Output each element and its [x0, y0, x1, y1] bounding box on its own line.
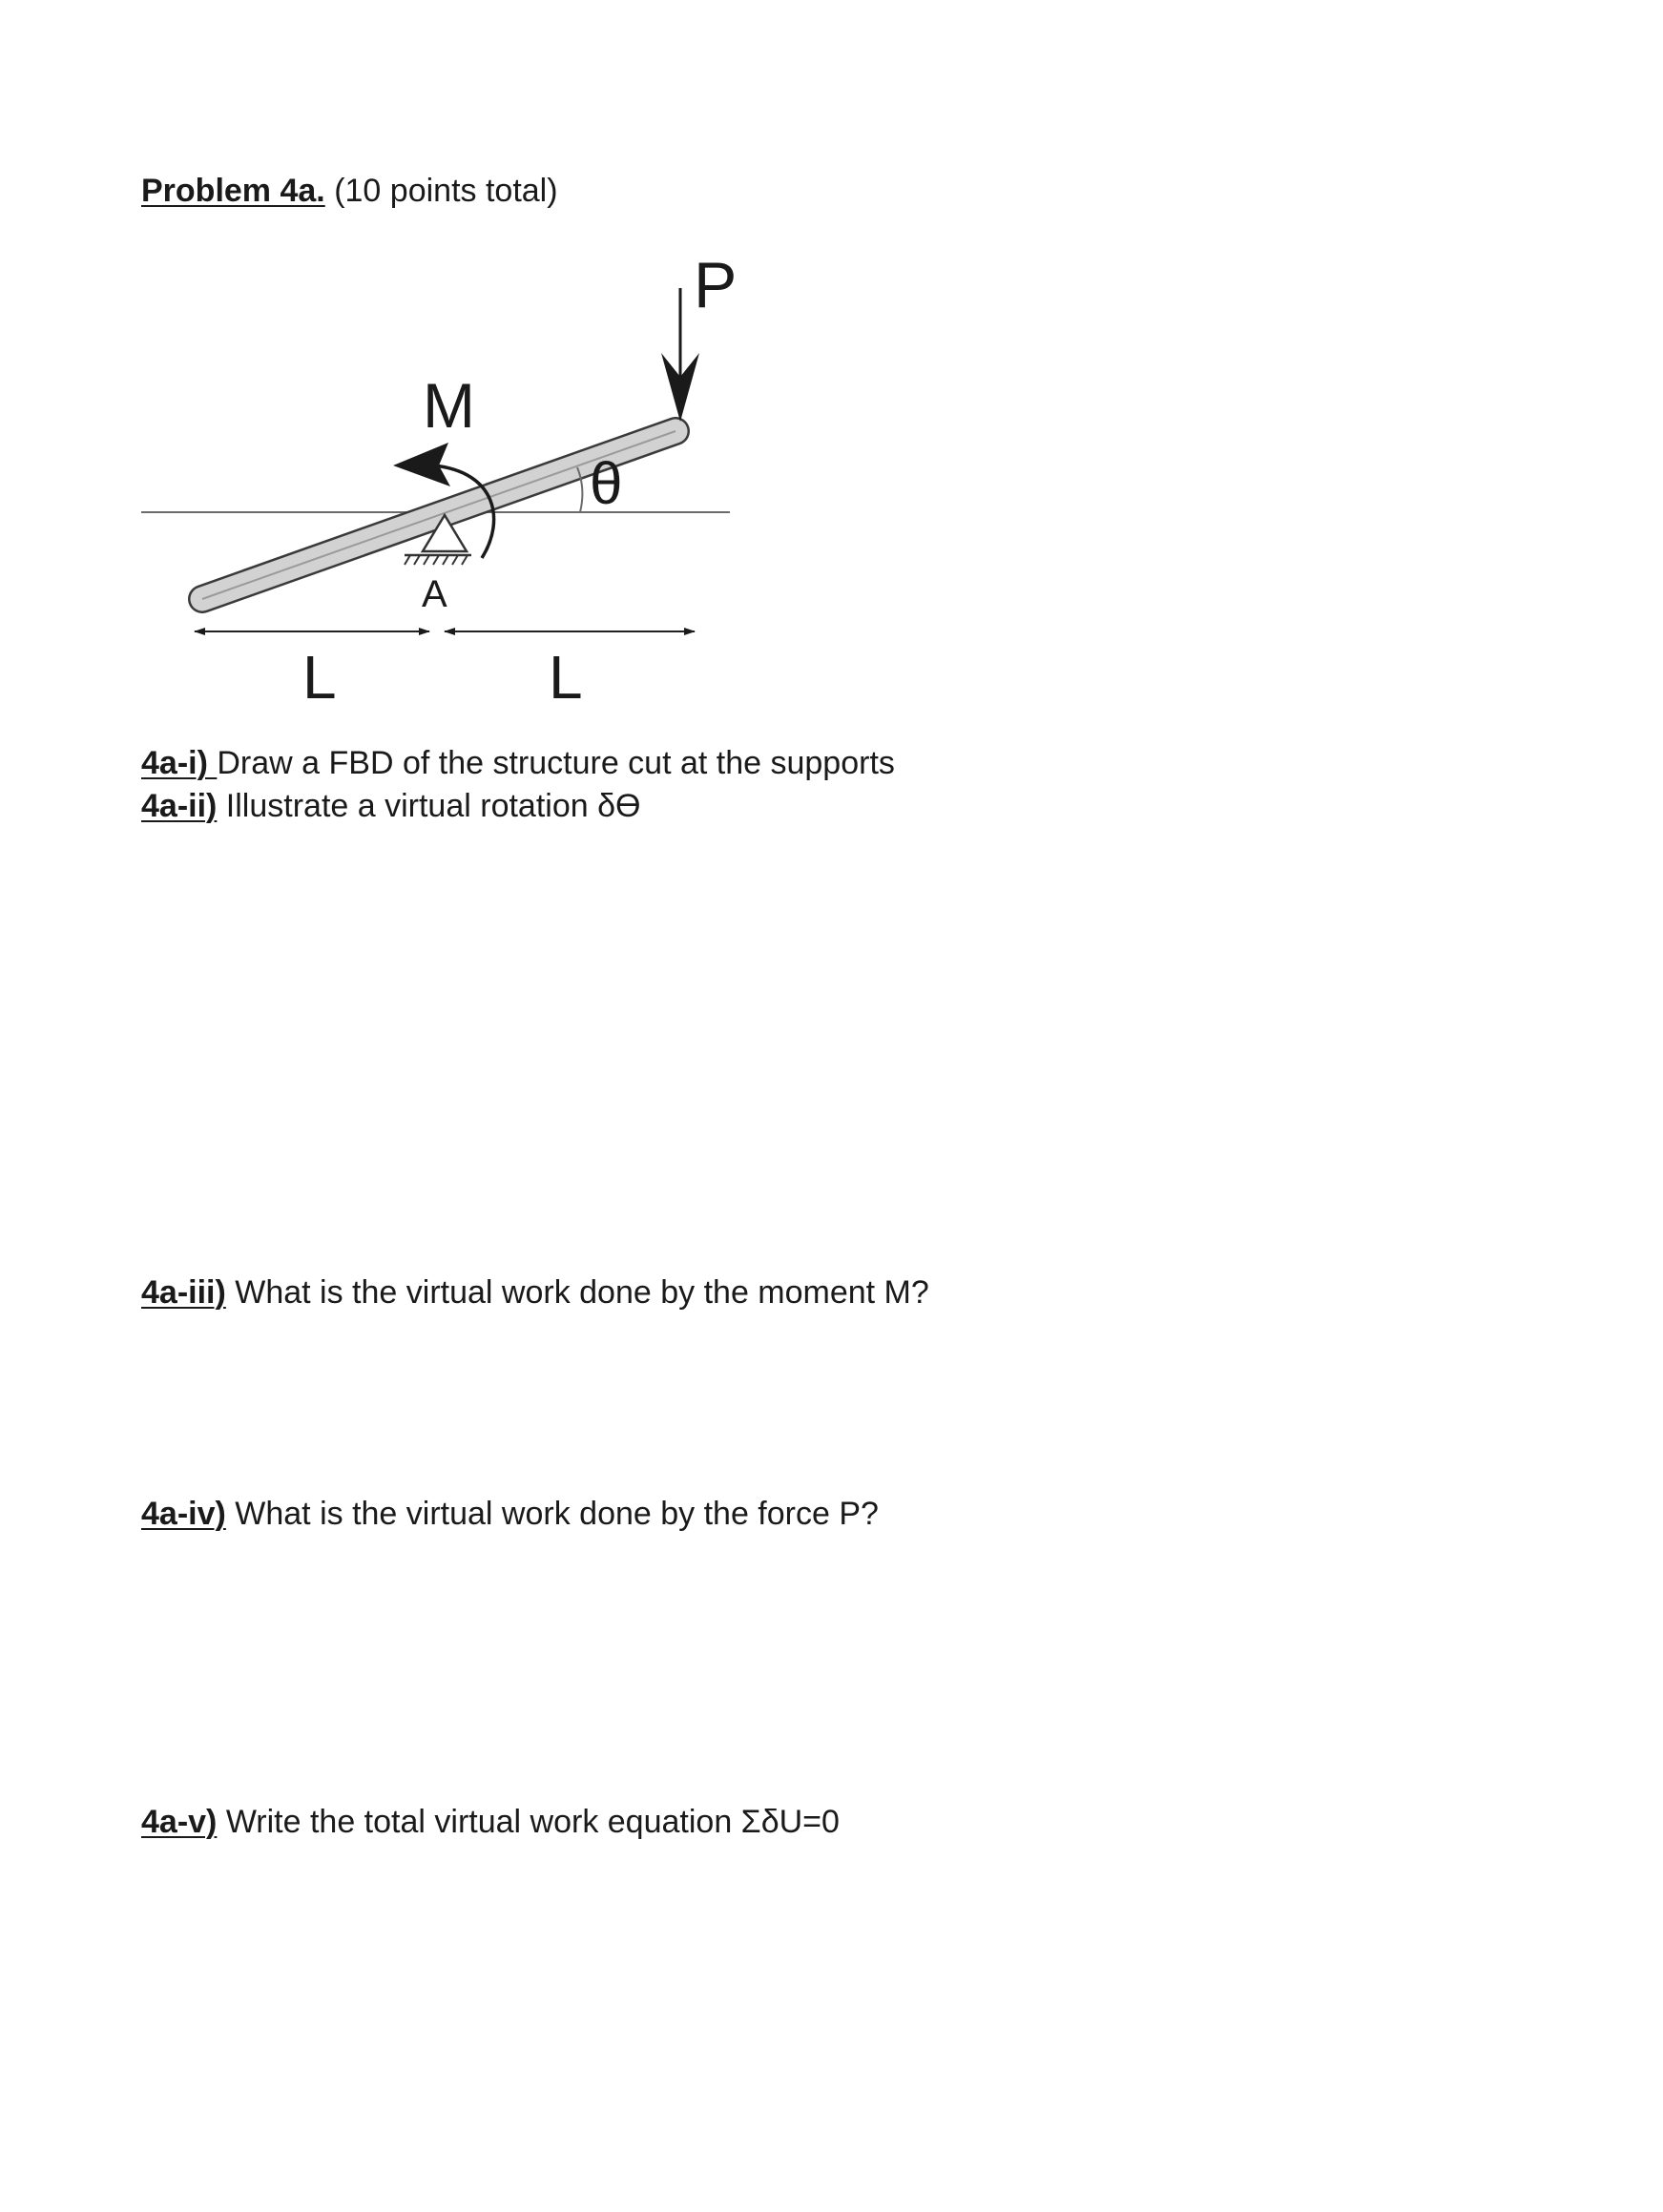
support-label: A	[422, 573, 447, 615]
question-text: What is the virtual work done by the force P?	[225, 1496, 879, 1532]
question-text: Draw a FBD of the structure cut at the supports	[217, 745, 895, 781]
force-label: P	[694, 249, 738, 321]
question-text: Write the total virtual work equation ΣδU=0	[217, 1804, 840, 1840]
question-4a-i	[141, 744, 895, 782]
angle-label: θ	[590, 451, 623, 517]
left-length-label: L	[302, 643, 337, 712]
question-4a-iv	[141, 1495, 879, 1533]
problem-points: (10 points total)	[324, 173, 558, 209]
question-4a-ii	[141, 787, 640, 825]
question-label: 4a-ii)	[141, 788, 218, 824]
question-label: 4a-i)	[141, 745, 218, 781]
question-label: 4a-iv)	[141, 1496, 226, 1532]
question-label: 4a-iii)	[141, 1274, 226, 1311]
question-text: What is the virtual work done by the moment M?	[225, 1274, 929, 1311]
lever-diagram	[0, 0, 1663, 725]
question-4a-iii	[141, 1273, 929, 1312]
problem-label: Problem 4a.	[141, 173, 325, 209]
right-length-label: L	[549, 643, 583, 712]
question-text: Illustrate a virtual rotation δϴ	[217, 788, 641, 824]
question-label: 4a-v)	[141, 1804, 218, 1840]
question-4a-v	[141, 1803, 840, 1841]
moment-label: M	[423, 370, 475, 441]
